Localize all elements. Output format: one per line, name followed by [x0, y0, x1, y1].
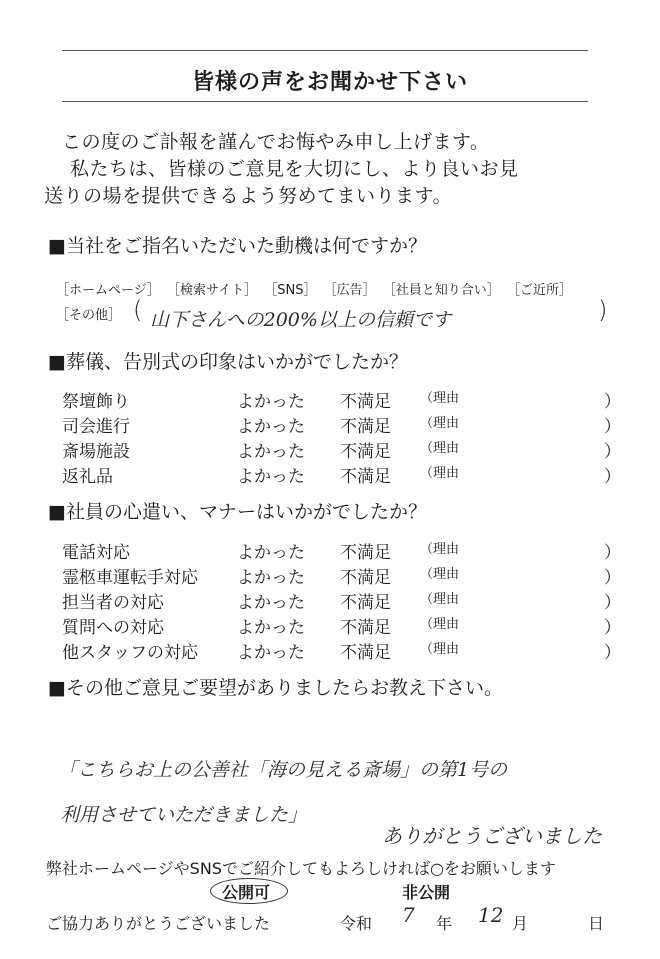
row-label: 霊柩車運転手対応 — [62, 568, 198, 588]
q2-row — [0, 437, 660, 461]
q3-row — [0, 588, 660, 612]
title-rule — [62, 101, 588, 102]
reason-label: （理由 — [420, 567, 460, 582]
choice-bad[interactable]: 不満足 — [340, 593, 391, 613]
choice-good[interactable]: よかった — [237, 543, 305, 563]
row-label: 質問への対応 — [62, 618, 164, 638]
reason-label: （理由 — [420, 441, 460, 456]
option-private[interactable]: 非公開 — [402, 883, 451, 902]
reason-close: ） — [604, 417, 621, 437]
choice-bad[interactable]: 不満足 — [340, 618, 391, 638]
other-close-paren: ) — [598, 296, 608, 324]
reason-close: ） — [604, 618, 621, 638]
q2-row — [0, 412, 660, 436]
q2-row — [0, 387, 660, 411]
option-homepage[interactable]: ［ホームページ］ — [56, 283, 160, 298]
month-value: 12 — [478, 903, 504, 927]
reason-label: （理由 — [420, 617, 460, 632]
top-rule — [62, 50, 588, 51]
choice-good[interactable]: よかった — [237, 467, 305, 487]
q1-heading: ■当社をご指名いただいた動機は何ですか？ — [48, 235, 427, 257]
reason-label: （理由 — [420, 642, 460, 657]
choice-bad[interactable]: 不満足 — [340, 467, 391, 487]
option-neighborhood[interactable]: ［ご近所］ — [506, 283, 572, 298]
row-label: 返礼品 — [62, 467, 113, 487]
month-label: 月 — [512, 914, 529, 933]
intro-line-1: この度のご訃報を謹んでお悔やみ申し上げます。 — [62, 131, 490, 153]
option-sns[interactable]: ［SNS］ — [264, 283, 317, 298]
choice-bad[interactable]: 不満足 — [340, 392, 391, 412]
choice-good[interactable]: よかった — [237, 392, 305, 412]
row-label: 担当者の対応 — [62, 593, 164, 613]
reason-close: ） — [604, 568, 621, 588]
reason-close: ） — [604, 392, 621, 412]
row-label: 斎場施設 — [62, 442, 130, 462]
row-label: 祭壇飾り — [62, 392, 130, 412]
reason-label: （理由 — [420, 416, 460, 431]
q3-heading: ■社員の心遣い、マナーはいかがでしたか？ — [48, 501, 427, 523]
reason-close: ） — [604, 543, 621, 563]
q4-handwritten-line-1: 「こちらお上の公善社「海の見える斎場」の第1号の — [58, 759, 508, 781]
year-value: 7 — [402, 903, 415, 927]
intro-line-3: 送りの場を提供できるよう努めてまいります。 — [44, 185, 452, 207]
q4-heading: ■その他ご意見ご要望がありましたらお教え下さい。 — [48, 677, 503, 699]
choice-good[interactable]: よかった — [237, 618, 305, 638]
intro-line-2: 私たちは、皆様のご意見を大切にし、より良いお見 — [70, 158, 519, 180]
consent-text: 弊社ホームページやSNSでご紹介してもよろしければ○をお願いします — [46, 859, 556, 878]
reason-close: ） — [604, 643, 621, 663]
choice-bad[interactable]: 不満足 — [340, 417, 391, 437]
other-open-paren: ( — [133, 296, 143, 324]
choice-good[interactable]: よかった — [237, 643, 305, 663]
reason-label: （理由 — [420, 542, 460, 557]
reason-label: （理由 — [420, 466, 460, 481]
reason-close: ） — [604, 593, 621, 613]
q3-row — [0, 638, 660, 662]
q2-row — [0, 462, 660, 486]
q3-row — [0, 613, 660, 637]
era-label: 令和 — [340, 914, 373, 933]
option-ad[interactable]: ［広告］ — [323, 283, 376, 298]
q3-row — [0, 563, 660, 587]
reason-close: ） — [604, 442, 621, 462]
choice-good[interactable]: よかった — [237, 417, 305, 437]
choice-good[interactable]: よかった — [237, 442, 305, 462]
reason-label: （理由 — [420, 592, 460, 607]
row-label: 電話対応 — [62, 543, 130, 563]
choice-bad[interactable]: 不満足 — [340, 643, 391, 663]
choice-bad[interactable]: 不満足 — [340, 543, 391, 563]
choice-bad[interactable]: 不満足 — [340, 568, 391, 588]
option-search-site[interactable]: ［検索サイト］ — [167, 283, 258, 298]
choice-good[interactable]: よかった — [237, 593, 305, 613]
reason-label: （理由 — [420, 391, 460, 406]
page-title: 皆様の声をお聞かせ下さい — [191, 70, 468, 95]
choice-good[interactable]: よかった — [237, 568, 305, 588]
year-label: 年 — [436, 914, 453, 933]
q3-row — [0, 538, 660, 562]
option-staff-acquaintance[interactable]: ［社員と知り合い］ — [382, 283, 500, 298]
q2-heading: ■葬儀、告別式の印象はいかがでしたか？ — [48, 351, 408, 373]
choice-bad[interactable]: 不満足 — [340, 442, 391, 462]
reason-close: ） — [604, 467, 621, 487]
row-label: 司会進行 — [62, 417, 130, 437]
option-public[interactable]: 公開可 — [222, 883, 271, 902]
q4-handwritten-line-2: 利用させていただきました」 — [60, 804, 308, 826]
other-handwritten-answer: 山下さんへの200%以上の信頼です — [150, 309, 451, 331]
day-label: 日 — [588, 914, 605, 933]
thanks-text: ご協力ありがとうございました — [46, 914, 271, 933]
row-label: 他スタッフの対応 — [62, 643, 198, 663]
option-other[interactable]: ［その他］ — [56, 308, 122, 323]
q4-handwritten-thanks: ありがとうございました — [382, 824, 602, 848]
